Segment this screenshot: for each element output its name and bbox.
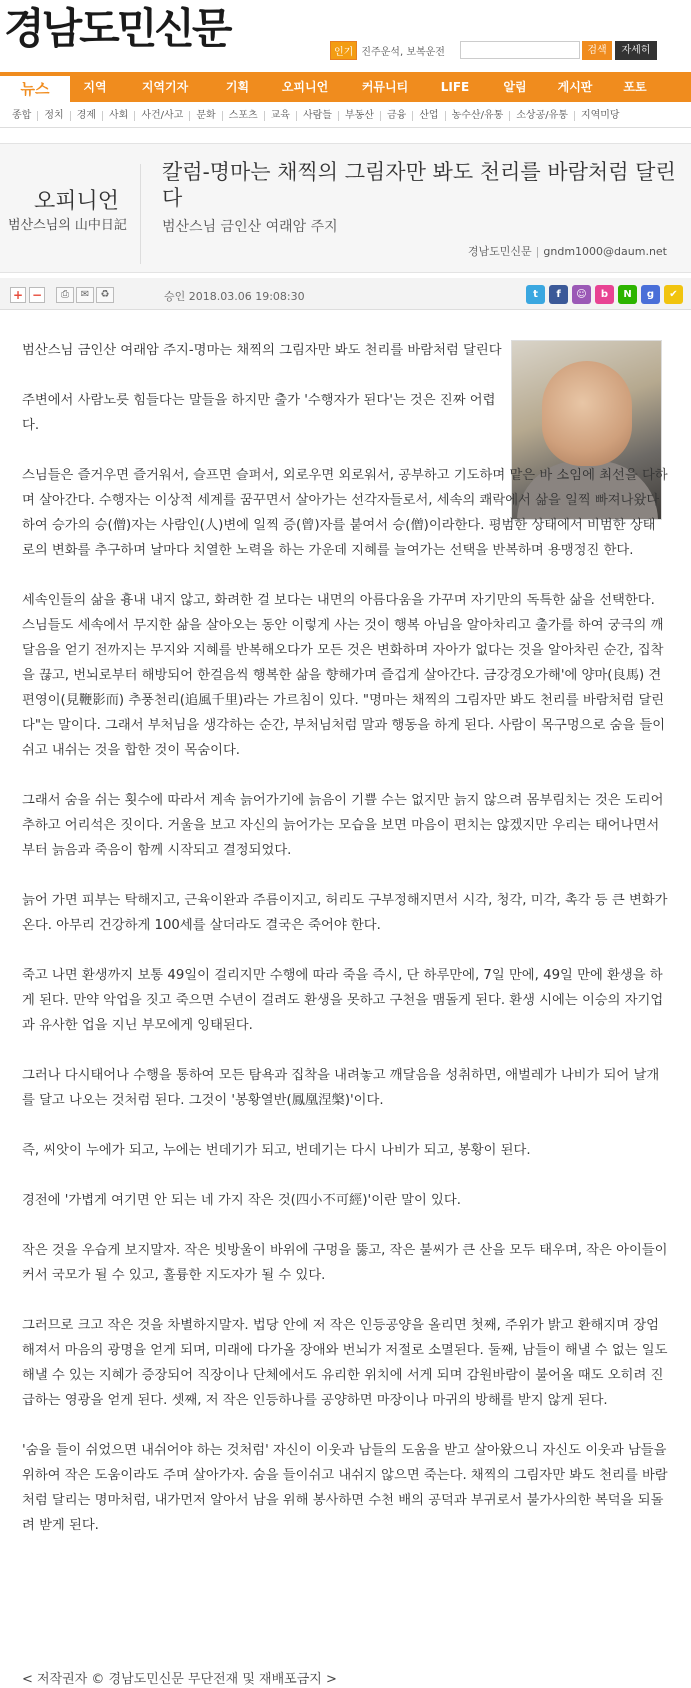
article-subhead: 범산스님 금인산 여래암 주지 [162,219,338,235]
article-paragraph: 작은 것을 우습게 보지말자. 작은 빗방울이 바위에 구멍을 뚫고, 작은 불씨가 큰 산을 모두 태우며, 작은 아이들이 커서 국모가 될 수 있고, 훌륭한 지도자가 될 수 있다. [22,1243,668,1283]
site-logo[interactable]: 경남도민신문 [4,4,230,53]
article-paragraph: 그러나 다시태어나 수행을 통하여 모든 탐욕과 집착을 내려놓고 깨달음을 성취하면, 애벌레가 나비가 되어 날개를 달고 나오는 것처럼 된다. 그것이 '봉황열반(鳳凰涅槃)'이다. [22,1068,660,1108]
nav-opinion[interactable]: 오피니언 [281,80,329,94]
bookmark-icon[interactable]: ✔ [664,285,683,304]
divider [140,164,141,264]
nav-news[interactable]: 뉴스 [0,73,70,103]
hot-keywords [330,41,445,60]
font-increase-button[interactable]: + [10,287,26,303]
subnav-item[interactable]: 지역미당 [580,109,620,121]
twitter-icon[interactable]: t [526,285,545,304]
byline-source: 경남도민신문 [467,245,532,258]
nav-board[interactable]: 게시판 [557,80,593,94]
subnav-item[interactable]: 소상공/유통 [510,111,575,121]
font-decrease-button[interactable]: − [29,287,45,303]
main-nav [0,72,691,102]
article-paragraph: 늙어 가면 피부는 탁해지고, 근육이완과 주름이지고, 허리도 구부정해지면서 시각, 청각, 미각, 촉각 등 큰 변화가 온다. 아무리 건강하게 100세를 살더라도 결국은 죽어야 한다. [22,893,668,933]
subnav-item[interactable]: 종합 [6,111,38,121]
article-toolbar [0,278,691,310]
article-paragraph: 스님들은 즐거우면 즐거워서, 슬프면 슬퍼서, 외로우면 외로워서, 공부하고 기도하며 맡은 바 소임에 최선을 다하며 살아간다. 수행자는 이상적 세계를 꿈꾸면서 살아가는 선각자들로서, 세속의 쾌락에서 삶을 일찍 빠져나왔다하여 승가의 승(僧)자는 사람인(人)변에 일찍 증(曾)자를 붙여서 승(僧)이라한다. 평범한 상태에서 비범한 상태로의 변화를 추구하며 날마다 치열한 노력을 하는 가운데 지혜를 늘여가는 선택을 반복하며 용맹정진 한다. [22,468,668,558]
nav-life[interactable]: LIFE [440,80,470,94]
subnav-item[interactable]: 부동산 [339,111,381,121]
email-icon[interactable]: ✉ [76,287,94,303]
section-title: 오피니언 [34,189,120,214]
nav-photo[interactable]: 포토 [623,80,647,94]
facebook-icon[interactable]: f [549,285,568,304]
article-paragraph: 경전에 '가볍게 여기면 안 되는 네 가지 작은 것(四小不可經)'이란 말이 있다. [22,1193,461,1208]
subnav-item[interactable]: 교육 [265,111,297,121]
article-header [0,143,691,273]
byline: 경남도민신문 | gndm1000@daum.net [467,245,667,258]
hot-badge: 인기 [330,41,357,60]
site-header [0,0,691,70]
subnav-item[interactable]: 농수산/유통 [446,111,511,121]
nav-community[interactable]: 커뮤니티 [361,80,409,94]
naver-icon[interactable]: N [618,285,637,304]
nav-region-reporter[interactable]: 지역기자 [141,80,189,94]
section-subtitle: 범산스님의 山中日記 [8,218,127,233]
article-paragraph: '숨을 들이 쉬었으면 내쉬어야 하는 것처럼' 자신이 이웃과 남들의 도움을 받고 살아왔으니 자신도 이웃과 남들을 위하여 작은 도움이라도 주며 살아가자. 숨을 들이쉬고 내쉬지 않으면 죽는다. 채찍의 그림자만 봐도 천리를 바람처럼 달리는 명마처럼, 내가먼저 알아서 남을 위해 봉사하면 수천 배의 공덕과 부귀로서 불가사의한 복덕을 되돌려 받게 된다. [22,1443,668,1533]
sub-nav [0,104,691,128]
subnav-item[interactable]: 문화 [190,111,222,121]
band-icon[interactable]: b [595,285,614,304]
article-paragraph: 즉, 씨앗이 누에가 되고, 누에는 번데기가 되고, 번데기는 다시 나비가 되고, 봉황이 된다. [22,1143,531,1158]
article-paragraph: 주변에서 사람노릇 힘들다는 말들을 하지만 출가 '수행자가 된다'는 것은 진짜 어렵다. [22,393,496,433]
approval-time: 승인 2018.03.06 19:08:30 [164,290,305,303]
subnav-item[interactable]: 사건/사고 [135,111,190,121]
kakaostory-icon[interactable]: ☺ [572,285,591,304]
subnav-item[interactable]: 스포츠 [223,111,265,121]
nav-region[interactable]: 지역 [83,80,107,94]
article-paragraph: 범산스님 금인산 여래암 주지-명마는 채찍의 그림자만 봐도 천리를 바람처럼 달린다 [22,343,502,358]
article-headline: 칼럼-명마는 채찍의 그림자만 봐도 천리를 바람처럼 달린다 [162,160,676,210]
subnav-item[interactable]: 사회 [103,111,135,121]
nav-notice[interactable]: 알림 [503,80,527,94]
subnav-item[interactable]: 금융 [381,111,413,121]
subnav-item[interactable]: 산업 [413,111,445,121]
article-paragraph: 그러므로 크고 작은 것을 차별하지말자. 법당 안에 저 작은 인등공양을 올리면 첫째, 주위가 밝고 환해지며 장엄해져서 마음의 광명을 얻게 되며, 미래에 다가올 장애와 번뇌가 저절로 소멸된다. 둘째, 남들이 해낼 수 없는 일도 해낼 수 있는 지혜가 증장되어 직장이나 단체에서도 유리한 위치에 서게 되며 감원바람이 불어올 때도 오히려 진급하는 영광을 얻게 된다. 셋째, 저 작은 인등하나를 공양하면 마장이나 마귀의 방해를 받지 않게 된다. [22,1318,668,1408]
byline-email[interactable]: gndm1000@daum.net [543,245,667,258]
detail-search-button[interactable]: 자세히 [615,41,657,60]
subnav-item[interactable]: 정치 [38,111,70,121]
search-input[interactable] [460,41,580,59]
subnav-item[interactable]: 사람들 [297,111,339,121]
subnav-item[interactable]: 경제 [71,111,103,121]
nav-planning[interactable]: 기획 [225,80,250,94]
google-icon[interactable]: g [641,285,660,304]
copyright-notice: < 저작권자 © 경남도민신문 무단전재 및 재배포금지 > [22,1672,337,1687]
hot-keyword-list[interactable]: 진주운석, 보복운전 [361,47,445,58]
scrap-icon[interactable]: ♻ [96,287,114,303]
article-paragraph: 그래서 숨을 쉬는 횟수에 따라서 계속 늙어가기에 늙음이 기쁠 수는 없지만 늙지 않으려 몸부림치는 것은 도리어 추하고 어리석은 짓이다. 거울을 보고 자신의 늙어가는 모습을 보면 마음이 편치는 않겠지만 우리는 태어나면서부터 늙음과 죽음이 함께 시작되고 결정되었다. [22,793,664,858]
print-icon[interactable]: ⎙ [56,287,74,303]
search-button[interactable]: 검색 [582,41,612,60]
article-paragraph: 죽고 나면 환생까지 보통 49일이 걸리지만 수행에 따라 죽을 즉시, 단 하루만에, 7일 만에, 49일 만에 환생을 하게 된다. 만약 악업을 짓고 죽으면 수년이 걸려도 환생을 못하고 구천을 맴돌게 된다. 환생 시에는 이승의 자기업과 유사한 업을 지닌 부모에게 잉태된다. [22,968,664,1033]
article-body [22,338,668,1563]
article-paragraph: 세속인들의 삶을 흉내 내지 않고, 화려한 걸 보다는 내면의 아름다움을 가꾸며 자기만의 독특한 삶을 선택한다. 스님들도 세속에서 무지한 삶을 살아오는 동안 이렇게 사는 것이 행복 아님을 알아차리고 출가를 하여 궁극의 깨달음을 얻기 전까지는 무지와 지혜를 반복해오다가 모든 것은 변화하며 자아가 없다는 것을 알아차린 순간, 집착을 끊고, 번뇌로부터 해방되어 한걸음씩 행복한 삶을 향해가며 즐겁게 살아간다. 금강경오가해'에 양마(良馬) 견편영이(見鞭影而) 추풍천리(追風千里)라는 가르침이 있다. "명마는 채찍의 그림자만 봐도 천리를 바람처럼 달린다"는 말이다. 그래서 부처님을 생각하는 순간, 부처님처럼 말과 행동을 하게 된다. 사람이 목구멍으로 숨을 들이쉬고 내쉬는 것을 합한 것이 목숨이다. [22,593,666,758]
